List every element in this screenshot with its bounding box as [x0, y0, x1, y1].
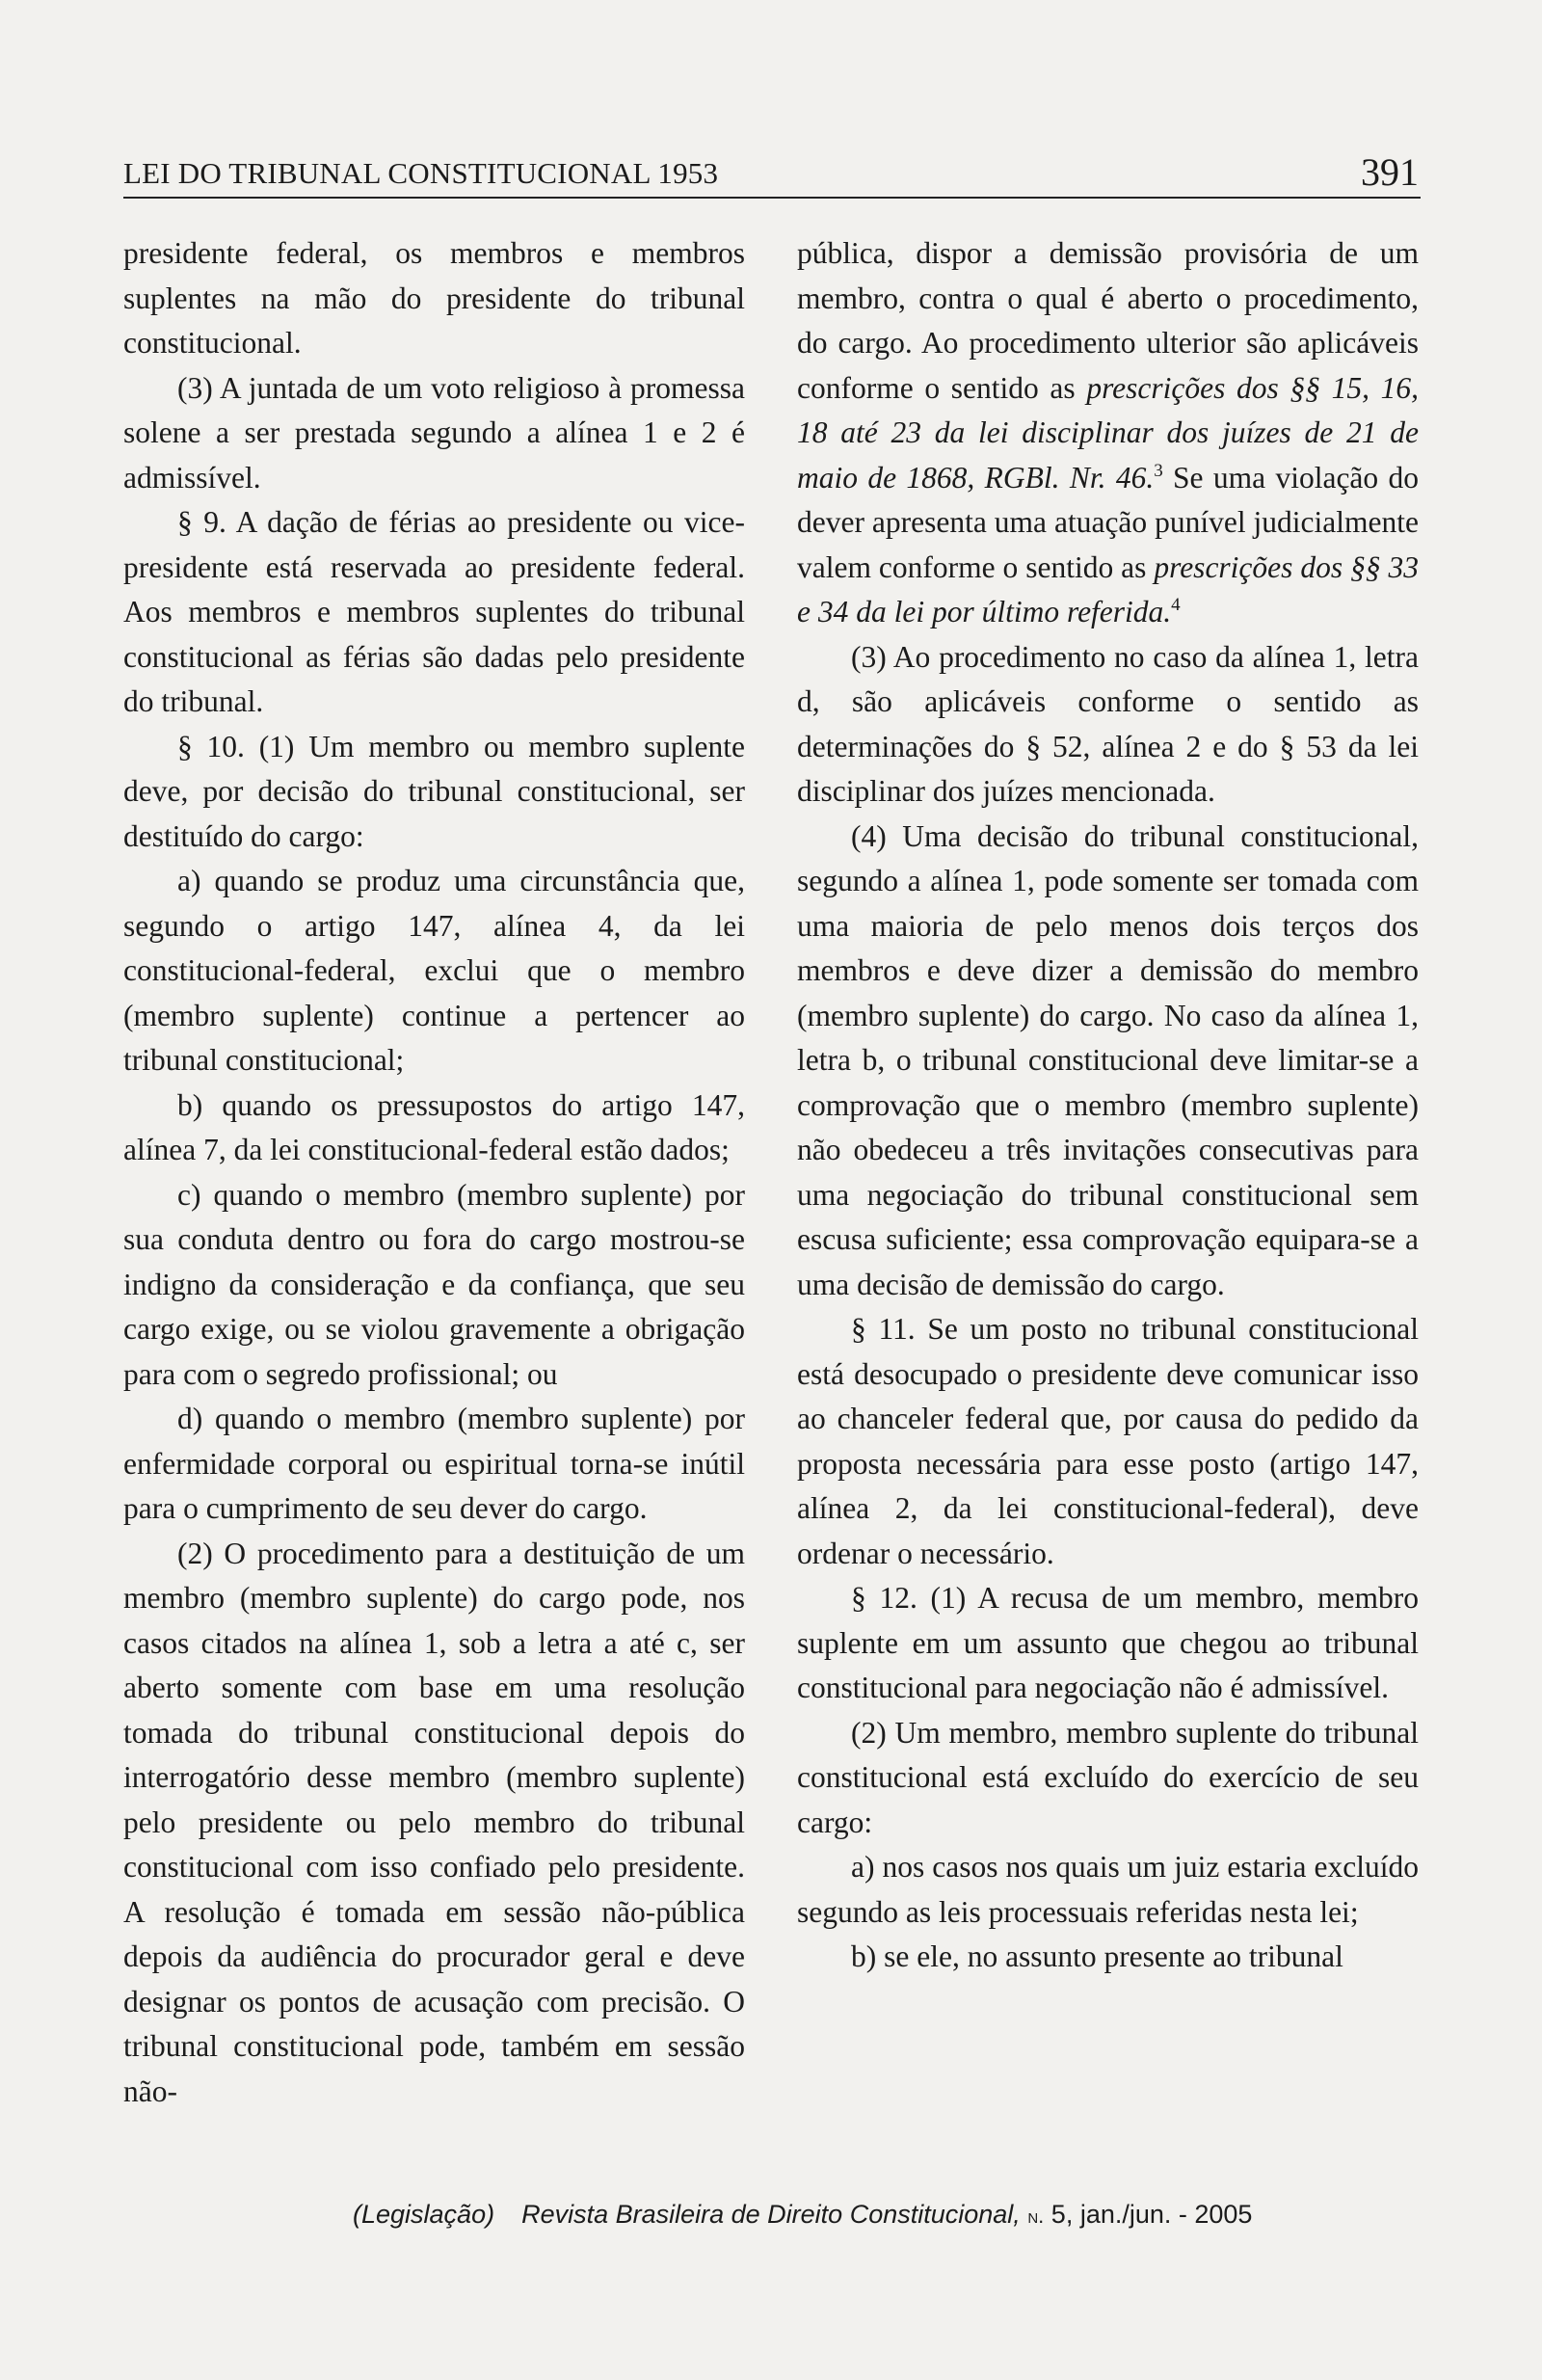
italic-citation: prescrições dos §§ 33 e 34 da lei por último referida. [797, 549, 1419, 628]
paragraph: d) quando o membro (membro suplente) por enfermidade corporal ou espiritual torna-se inútil para o cumprimento de seu dever do cargo. [123, 1402, 745, 1525]
paragraph: b) se ele, no assunto presente ao tribunal [851, 1939, 1343, 1973]
paragraph: (2) O procedimento para a destituição de um membro (membro suplente) do cargo pode, nos casos citados na alínea 1, sob a letra a até c, ser aberto somente com base em uma resolução tomada do tribunal constitucional depois do interrogatório desse membro (membro suplente) pelo presidente ou pelo membro do tribunal constitucional com isso confiado pelo presidente. A resolução é tomada em sessão não-pública depois da audiência do procurador geral e deve designar os pontos de acusação com precisão. O tribunal constitucional pode, também em sessão não- [123, 1536, 745, 2108]
running-head: LEI DO TRIBUNAL CONSTITUCIONAL 1953 [123, 156, 719, 190]
italic-citation: prescrições dos §§ 15, 16, 18 até 23 da lei disciplinar dos juízes de 21 de maio de 1868, RGBl. Nr. 46. [797, 370, 1419, 495]
page-number: 391 [1361, 150, 1419, 194]
footnote-ref: 4 [1171, 595, 1181, 615]
paragraph: c) quando o membro (membro suplente) por sua conduta dentro ou fora do cargo mostrou-se indigno da consideração e da confiança, que seu cargo exige, ou se violou gravemente a obrigação para com o segredo profissional; ou [123, 1177, 745, 1391]
page-header [123, 150, 1421, 199]
paragraph: b) quando os pressupostos do artigo 147, alínea 7, da lei constitucional-federal estão dados; [123, 1087, 745, 1166]
right-column [797, 231, 1419, 1980]
paragraph: § 9. A dação de férias ao presidente ou vice-presidente está reservada ao presidente federal. Aos membros e membros suplentes do tribunal constitucional as férias são dadas pelo presidente do tribunal. [123, 505, 745, 718]
paragraph: § 11. Se um posto no tribunal constitucional está desocupado o presidente deve comunicar isso ao chanceler federal que, por causa do pedido da proposta necessária para esse posto (artigo 147, alínea 2, da lei constitucional-federal), deve ordenar o necessário. [797, 1312, 1419, 1570]
footer-issue: 5, jan./jun. - 2005 [1050, 2200, 1253, 2229]
footer-journal: Revista Brasileira de Direito Constitucional, [521, 2200, 1021, 2229]
footer-number-abbr: n. [1027, 2204, 1045, 2228]
footer-section: (Legislação) [353, 2200, 495, 2229]
text-run: pública, dispor a demissão provisória de um membro, contra o qual é aberto o procedimento, do cargo. Ao procedimento ulterior são aplicáveis conforme o sentido as [797, 236, 1419, 405]
left-column [123, 231, 745, 2114]
paragraph: presidente federal, os membros e membros suplentes na mão do presidente do tribunal constitucional. [123, 236, 745, 360]
paragraph: § 10. (1) Um membro ou membro suplente deve, por decisão do tribunal constitucional, ser destituído do cargo: [123, 729, 745, 853]
paragraph: (2) Um membro, membro suplente do tribunal constitucional está excluído do exercício de seu cargo: [797, 1715, 1419, 1839]
paragraph: a) nos casos nos quais um juiz estaria excluído segundo as leis processuais referidas nesta lei; [797, 1850, 1419, 1929]
paragraph: (3) A juntada de um voto religioso à promessa solene a ser prestada segundo a alínea 1 e 2 é admissível. [123, 370, 745, 495]
paragraph: (4) Uma decisão do tribunal constitucional, segundo a alínea 1, pode somente ser tomada com uma maioria de pelo menos dois terços dos membros e deve dizer a demissão do membro (membro suplente) do cargo. No caso da alínea 1, letra b, o tribunal constitucional deve limitar-se a comprovação que o membro (membro suplente) não obedeceu a três invitações consecutivas para uma negociação do tribunal constitucional sem escusa suficiente; essa comprovação equipara-se a uma decisão de demissão do cargo. [797, 818, 1419, 1301]
paragraph [797, 231, 1419, 635]
page-footer [353, 2200, 1421, 2230]
paragraph: (3) Ao procedimento no caso da alínea 1, letra d, são aplicáveis conforme o sentido as determinações do § 52, alínea 2 e do § 53 da lei disciplinar dos juízes mencionada. [797, 639, 1419, 808]
footnote-ref: 3 [1154, 460, 1163, 481]
paragraph: a) quando se produz uma circunstância que, segundo o artigo 147, alínea 4, da lei constitucional-federal, exclui que o membro (membro suplente) continue a pertencer ao tribunal constitucional; [123, 864, 745, 1077]
paragraph: § 12. (1) A recusa de um membro, membro suplente em um assunto que chegou ao tribunal constitucional para negociação não é admissível. [797, 1581, 1419, 1704]
text-run: Se uma violação do dever apresenta uma atuação punível judicialmente valem conforme o sentido as [797, 460, 1419, 584]
